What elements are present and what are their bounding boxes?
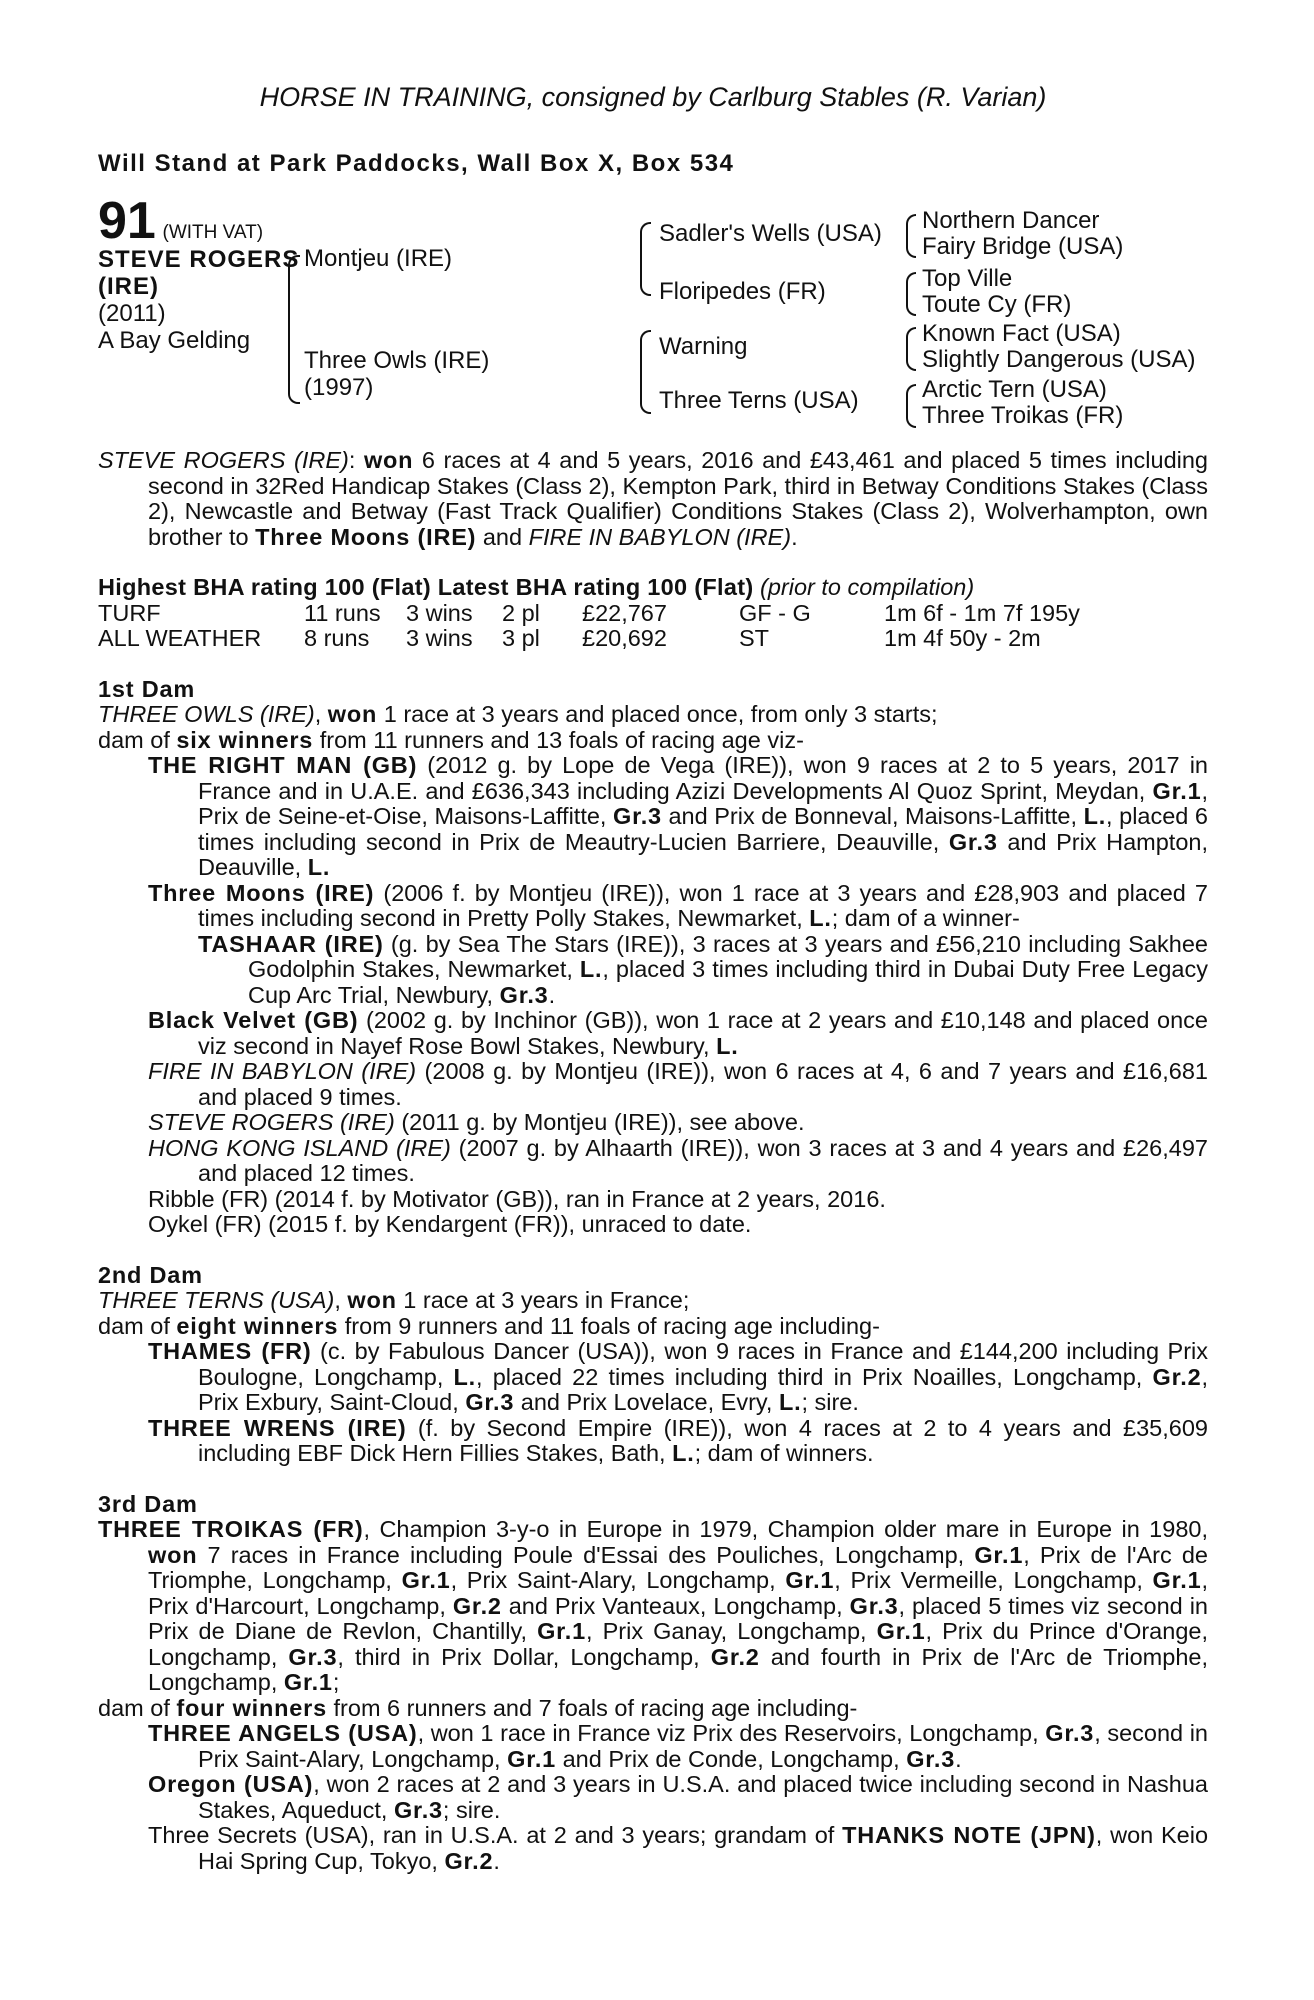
vat-note: (WITH VAT) [162, 222, 264, 243]
progeny-item: Black Velvet (GB) (2002 g. by Inchinor (GB)), won 1 race at 2 years and £10,148 and placed once viz second in Nayef Rose Bowl Stakes, Newbury, L. [148, 1007, 1208, 1059]
progeny-item: Three Moons (IRE) (2006 f. by Montjeu (IRE)), won 1 race at 3 years and £28,903 and placed 7 times including second in Pretty Polly Stakes, Newmarket, L.; dam of a winner- [148, 879, 1209, 931]
pedigree-g3: Top Ville [922, 265, 1013, 292]
pedigree-g7: Arctic Tern (USA) [922, 376, 1107, 403]
ratings-heading: Highest BHA rating 100 (Flat) Latest BHA rating 100 (Flat) (prior to compilation) [98, 574, 975, 600]
third-dam-produce: dam of four winners from 6 runners and 7 foals of racing age including- [98, 1694, 858, 1721]
pedigree-dam-dam: Three Terns (USA) [659, 387, 859, 414]
bracket-g2 [906, 272, 916, 316]
progeny-item: STEVE ROGERS (IRE) (2011 g. by Montjeu (IRE)), see above. [148, 1109, 805, 1135]
first-dam-produce: dam of six winners from 11 runners and 13 foals of racing age viz- [98, 726, 804, 753]
progeny-item: THREE WRENS (IRE) (f. by Second Empire (IRE)), won 4 races at 2 to 4 years and £35,609 including EBF Dick Hern Fillies Stakes, Bath, L.; dam of winners. [148, 1414, 1208, 1466]
progeny-item: Oregon (USA), won 2 races at 2 and 3 years in U.S.A. and placed twice including second in Nashua Stakes, Aqueduct, Gr.3; sire. [148, 1771, 1208, 1823]
progeny-item: THAMES (FR) (c. by Fabulous Dancer (USA)), won 9 races in France and £144,200 including Prix Boulogne, Longchamp, L., placed 22 times including third in Prix Noailles, Longchamp, Gr.2, Prix Exbury, Saint-Cloud, Gr.3 and Prix Lovelace, Evry, L.; sire. [148, 1338, 1209, 1415]
pedigree-dam-year: (1997) [304, 374, 374, 401]
horse-name: STEVE ROGERS (IRE) [98, 246, 300, 300]
pedigree-dam-sire: Warning [659, 333, 748, 360]
ratings-row-turf: TURF 11 runs 3 wins 2 pl £22,767 GF - G 1m 6f - 1m 7f 195y [98, 599, 1080, 626]
bracket-sire-dam [288, 255, 300, 404]
progeny-item: THE RIGHT MAN (GB) (2012 g. by Lope de Vega (IRE)), won 9 races at 2 to 5 years, 2017 in France and in U.A.E. and £636,343 including Azizi Developments Al Quoz Sprint, Meydan, Gr.1, Prix de Seine-et-Oise, Maisons-Laffitte, Gr.3 and Prix de Bonneval, Maisons-Laffitte, L., placed 6 times including second in Prix de Meautry-Lucien Barriere, Deauville, Gr.3 and Prix Hampton, Deauville, L. [148, 752, 1208, 880]
pedigree-sire-sire: Sadler's Wells (USA) [659, 220, 882, 247]
pedigree-dam: Three Owls (IRE) [304, 347, 490, 374]
consignment-header: HORSE IN TRAINING, consigned by Carlburg Stables (R. Varian) [259, 82, 1047, 112]
first-dam-heading: 1st Dam [98, 675, 196, 702]
pedigree-g4: Toute Cy (FR) [922, 291, 1072, 318]
pedigree-g5: Known Fact (USA) [922, 320, 1121, 347]
horse-summary: STEVE ROGERS (IRE): won 6 races at 4 and 5 years, 2016 and £43,461 and placed 5 times including second in 32Red Handicap Stakes (Class 2), Kempton Park, third in Betway Conditions Stakes (Class 2), Newcastle and Betway (Fast Track Qualifier) Conditions Stakes (Class 2), Wolverhampton, own brother to Three Moons (IRE) and FIRE IN BABYLON (IRE). [98, 447, 1208, 550]
second-dam-record: THREE TERNS (USA), won 1 race at 3 years in France; [98, 1287, 690, 1313]
bracket-g4 [906, 384, 916, 428]
third-dam-heading: 3rd Dam [98, 1490, 198, 1517]
second-dam-heading: 2nd Dam [98, 1261, 203, 1288]
progeny-item: FIRE IN BABYLON (IRE) (2008 g. by Montjeu (IRE)), won 6 races at 4, 6 and 7 years and £16,681 and placed 9 times. [148, 1058, 1208, 1110]
foaling-year: (2011) [98, 300, 166, 327]
progeny-item: THREE ANGELS (USA), won 1 race in France viz Prix des Reservoirs, Longchamp, Gr.3, second in Prix Saint-Alary, Longchamp, Gr.1 and Prix de Conde, Longchamp, Gr.3. [148, 1720, 1208, 1772]
lot-block [98, 192, 348, 354]
pedigree-g8: Three Troikas (FR) [922, 402, 1124, 429]
bracket-g1 [906, 214, 916, 258]
bracket-dam-parents [640, 330, 651, 414]
progeny-item: Ribble (FR) (2014 f. by Motivator (GB)), ran in France at 2 years, 2016. [148, 1185, 886, 1212]
progeny-item: HONG KONG ISLAND (IRE) (2007 g. by Alhaarth (IRE)), won 3 races at 3 and 4 years and £26,497 and placed 12 times. [148, 1134, 1208, 1186]
pedigree-g2: Fairy Bridge (USA) [922, 233, 1124, 260]
ratings-row-all-weather: ALL WEATHER 8 runs 3 wins 3 pl £20,692 ST 1m 4f 50y - 2m [98, 625, 1041, 651]
grand-progeny-item: TASHAAR (IRE) (g. by Sea The Stars (IRE)), 3 races at 3 years and £56,210 including Sakhee Godolphin Stakes, Newmarket, L., placed 3 times including third in Dubai Duty Free Legacy Cup Arc Trial, Newbury, Gr.3. [198, 930, 1208, 1008]
pedigree-sire-dam: Floripedes (FR) [659, 278, 826, 305]
pedigree-sire: Montjeu (IRE) [304, 245, 453, 272]
bracket-sire-parents [640, 222, 651, 296]
bracket-g3 [906, 327, 916, 371]
progeny-item: Three Secrets (USA), ran in U.S.A. at 2 and 3 years; grandam of THANKS NOTE (JPN), won Keio Hai Spring Cup, Tokyo, Gr.2. [148, 1822, 1209, 1874]
stand-location: Will Stand at Park Paddocks, Wall Box X, Box 534 [98, 150, 735, 177]
pedigree-g1: Northern Dancer [922, 207, 1100, 234]
catalogue-body [98, 448, 1208, 1874]
third-dam-record: THREE TROIKAS (FR), Champion 3-y-o in Europe in 1979, Champion older mare in Europe in 1980, won 7 races in France including Poule d'Essai des Pouliches, Longchamp, Gr.1, Prix de l'Arc de Triomphe, Longchamp, Gr.1, Prix Saint-Alary, Longchamp, Gr.1, Prix Vermeille, Longchamp, Gr.1, Prix d'Harcourt, Longchamp, Gr.2 and Prix Vanteaux, Longchamp, Gr.3, placed 5 times viz second in Prix de Diane de Revlon, Chantilly, Gr.1, Prix Ganay, Longchamp, Gr.1, Prix du Prince d'Orange, Longchamp, Gr.3, third in Prix Dollar, Longchamp, Gr.2 and fourth in Prix de l'Arc de Triomphe, Longchamp, Gr.1; [98, 1516, 1208, 1695]
lot-number: 91 [98, 192, 156, 250]
second-dam-produce: dam of eight winners from 9 runners and 11 foals of racing age including- [98, 1312, 880, 1339]
first-dam-record: THREE OWLS (IRE), won 1 race at 3 years and placed once, from only 3 starts; [98, 701, 938, 727]
progeny-item: Oykel (FR) (2015 f. by Kendargent (FR)), unraced to date. [148, 1211, 752, 1237]
pedigree-g6: Slightly Dangerous (USA) [922, 346, 1196, 373]
horse-description: A Bay Gelding [98, 327, 251, 354]
